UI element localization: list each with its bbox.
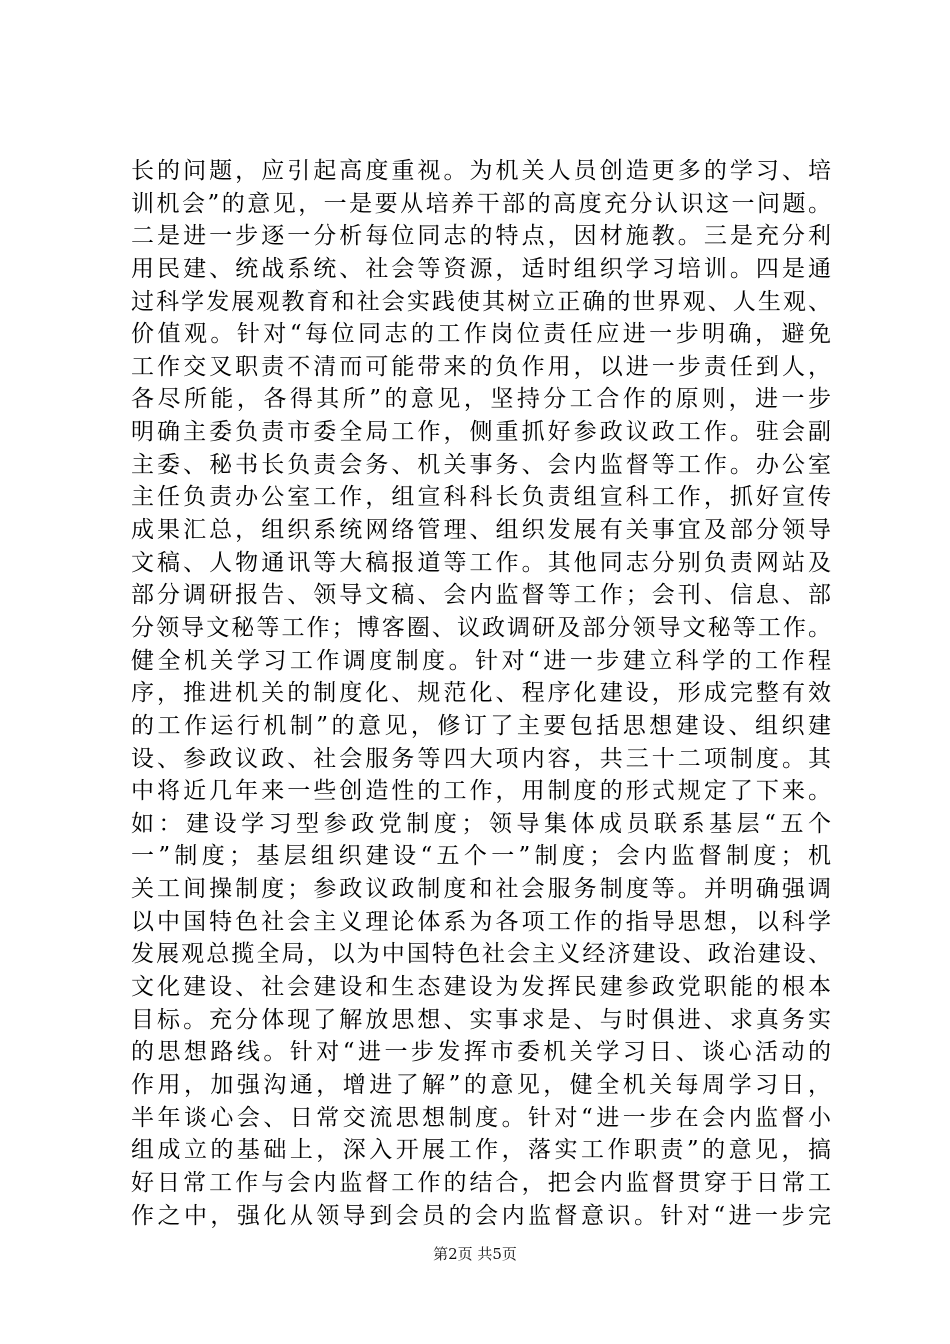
text-line: 一”制度；基层组织建设“五个一”制度；会内监督制度；机 [131,843,831,870]
text-line: 用民建、统战系统、社会等资源，适时组织学习培训。四是通 [131,255,831,282]
text-line: 长的问题，应引起高度重视。为机关人员创造更多的学习、培 [131,158,831,184]
text-line: 健全机关学习工作调度制度。针对“进一步建立科学的工作程 [131,647,831,674]
text-line: 分领导文秘等工作；博客圈、议政调研及部分领导文秘等工作。 [131,614,831,641]
text-line: 主任负责办公室工作，组宣科科长负责组宣科工作，抓好宣传 [131,484,831,511]
text-line: 过科学发展观教育和社会实践使其树立正确的世界观、人生观、 [131,288,831,315]
text-line: 关工间操制度；参政议政制度和社会服务制度等。并明确强调 [131,876,831,903]
text-line: 二是进一步逐一分析每位同志的特点，因材施教。三是充分利 [131,223,831,250]
text-line: 各尽所能，各得其所”的意见，坚持分工合作的原则，进一步 [131,386,831,413]
text-line: 成果汇总，组织系统网络管理、组织发展有关事宜及部分领导 [131,517,831,544]
text-line: 的工作运行机制”的意见，修订了主要包括思想建设、组织建 [131,712,831,739]
text-line: 以中国特色社会主义理论体系为各项工作的指导思想，以科学 [131,908,831,935]
text-line: 工作交叉职责不清而可能带来的负作用，以进一步责任到人， [131,353,831,380]
text-line: 序，推进机关的制度化、规范化、程序化建设，形成完整有效 [131,680,831,707]
text-line: 目标。充分体现了解放思想、实事求是、与时俱进、求真务实 [131,1006,831,1033]
body-text [131,155,831,1232]
text-line: 的思想路线。针对“进一步发挥市委机关学习日、谈心活动的 [131,1039,831,1066]
text-line: 价值观。针对“每位同志的工作岗位责任应进一步明确，避免 [131,321,831,348]
text-line: 半年谈心会、日常交流思想制度。针对“进一步在会内监督小 [131,1104,831,1131]
text-line: 中将近几年来一些创造性的工作，用制度的形式规定了下来。 [131,778,831,805]
text-line: 部分调研报告、领导文稿、会内监督等工作；会刊、信息、部 [131,582,831,609]
text-line: 明确主委负责市委全局工作，侧重抓好参政议政工作。驻会副 [131,419,831,446]
text-line: 设、参政议政、社会服务等四大项内容，共三十二项制度。其 [131,745,831,772]
text-line: 作之中，强化从领导到会员的会内监督意识。针对“进一步完 [131,1202,831,1229]
page-footer: 第2页 共5页 [433,1245,517,1263]
text-line: 训机会”的意见，一是要从培养干部的高度充分认识这一问题。 [131,190,831,217]
text-line: 发展观总揽全局，以为中国特色社会主义经济建设、政治建设、 [131,941,831,968]
text-line: 作用，加强沟通，增进了解”的意见，健全机关每周学习日， [131,1071,831,1098]
text-line: 主委、秘书长负责会务、机关事务、会内监督等工作。办公室 [131,451,831,478]
text-line: 如：建设学习型参政党制度；领导集体成员联系基层“五个 [131,810,831,837]
text-line: 文稿、人物通讯等大稿报道等工作。其他同志分别负责网站及 [131,549,831,576]
text-line: 好日常工作与会内监督工作的结合，把会内监督贯穿于日常工 [131,1169,831,1196]
text-line: 文化建设、社会建设和生态建设为发挥民建参政党职能的根本 [131,974,831,1001]
text-line: 组成立的基础上，深入开展工作，落实工作职责”的意见，搞 [131,1137,831,1164]
